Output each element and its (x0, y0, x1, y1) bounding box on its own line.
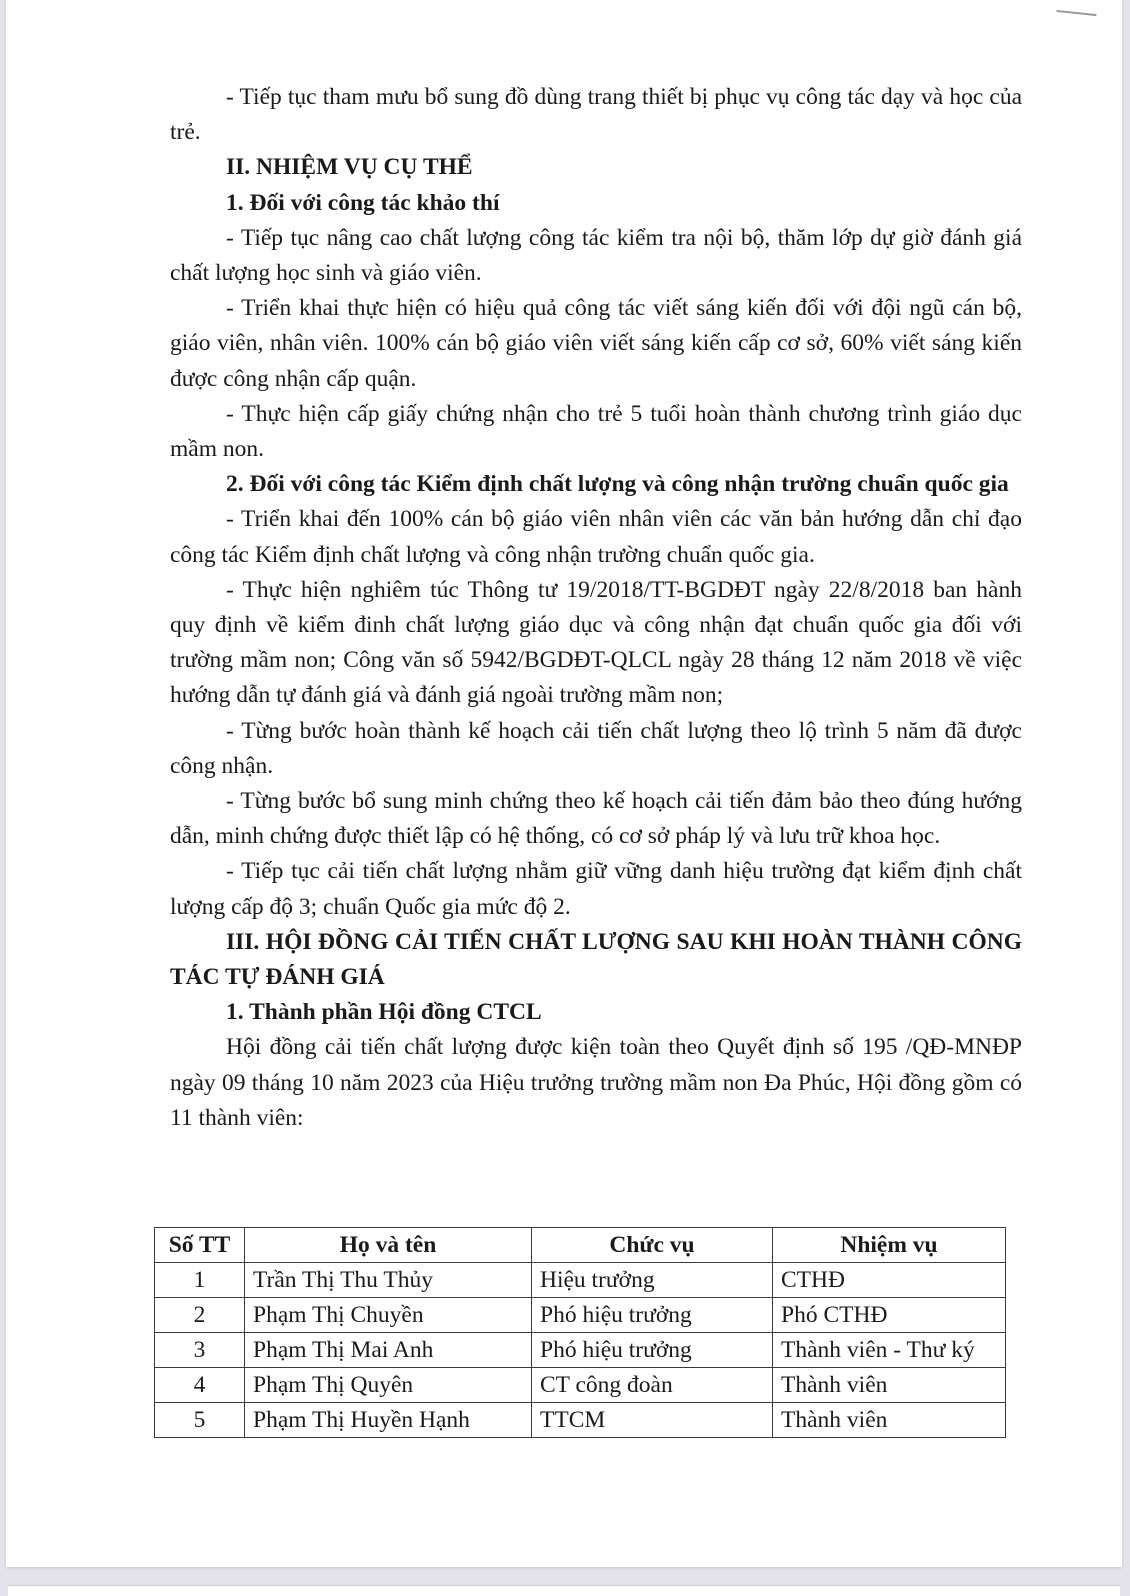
cell-position: TTCM (532, 1403, 773, 1438)
cell-position: Phó hiệu trưởng (532, 1333, 773, 1368)
cell-duty: Thành viên - Thư ký (773, 1333, 1006, 1368)
header-name: Họ và tên (245, 1228, 532, 1263)
heading-section-ii: II. NHIỆM VỤ CỤ THỂ (226, 154, 473, 181)
header-stt: Số TT (155, 1228, 245, 1263)
cell-stt: 2 (155, 1298, 245, 1333)
document-body (170, 80, 1022, 1136)
paragraph-certificates: - Thực hiện cấp giấy chứng nhận cho trẻ 5 tuổi hoàn thành chương trình giáo dục mầm non. (170, 400, 1022, 463)
cell-stt: 3 (155, 1333, 245, 1368)
cell-name: Trần Thị Thu Thủy (245, 1263, 532, 1298)
heading-section-iii: III. HỘI ĐỒNG CẢI TIẾN CHẤT LƯỢNG SAU KHI HOÀN THÀNH CÔNG TÁC TỰ ĐÁNH GIÁ (170, 928, 1022, 991)
council-members-table (154, 1227, 1006, 1438)
paragraph-supplement-equipment: - Tiếp tục tham mưu bổ sung đồ dùng trang thiết bị phục vụ công tác dạy và học của trẻ. (170, 84, 1022, 146)
cell-position: Hiệu trưởng (532, 1263, 773, 1298)
cell-duty: Thành viên (773, 1368, 1006, 1403)
cell-position: CT công đoàn (532, 1368, 773, 1403)
paragraph-internal-inspection: - Tiếp tục nâng cao chất lượng công tác kiểm tra nội bộ, thăm lớp dự giờ đánh giá chất lượng học sinh và giáo viên. (170, 224, 1022, 287)
cell-name: Phạm Thị Huyền Hạnh (245, 1403, 532, 1438)
paragraph-initiatives: - Triển khai thực hiện có hiệu quả công tác viết sáng kiến đối với đội ngũ cán bộ, giáo viên, nhân viên. 100% cán bộ giáo viên viết sáng kiến cấp cơ sở, 60% viết sáng kiến được công nhận cấp quận. (170, 295, 1022, 392)
cell-stt: 4 (155, 1368, 245, 1403)
cell-stt: 5 (155, 1403, 245, 1438)
cell-position: Phó hiệu trưởng (532, 1298, 773, 1333)
cell-name: Phạm Thị Mai Anh (245, 1333, 532, 1368)
cell-duty: CTHĐ (773, 1263, 1006, 1298)
header-duty: Nhiệm vụ (773, 1228, 1006, 1263)
table-row (155, 1403, 1006, 1438)
table-row (155, 1298, 1006, 1333)
cell-duty: Thành viên (773, 1403, 1006, 1438)
heading-exam-work: 1. Đối với công tác khảo thí (226, 189, 500, 216)
cell-name: Phạm Thị Chuyền (245, 1298, 532, 1333)
cell-stt: 1 (155, 1263, 245, 1298)
header-position: Chức vụ (532, 1228, 773, 1263)
cell-name: Phạm Thị Quyên (245, 1368, 532, 1403)
paragraph-evidence: - Từng bước bổ sung minh chứng theo kế hoạch cải tiến đảm bảo theo đúng hướng dẫn, minh chứng được thiết lập có hệ thống, có cơ sở pháp lý và lưu trữ khoa học. (170, 788, 1022, 850)
document-page (6, 0, 1122, 1567)
table-row (155, 1368, 1006, 1403)
table-row (155, 1333, 1006, 1368)
table-header-row (155, 1228, 1006, 1263)
next-page-edge (8, 1585, 1120, 1596)
heading-council-composition: 1. Thành phần Hội đồng CTCL (226, 999, 542, 1026)
paragraph-improvement-plan: - Từng bước hoàn thành kế hoạch cải tiến chất lượng theo lộ trình 5 năm đã được công nhận. (170, 717, 1022, 779)
paragraph-council-decision: Hội đồng cải tiến chất lượng được kiện toàn theo Quyết định số 195 /QĐ-MNĐP ngày 09 tháng 10 năm 2023 của Hiệu trưởng trường mầm non Đa Phúc, Hội đồng gồm có 11 thành viên: (170, 1034, 1022, 1131)
cell-duty: Phó CTHĐ (773, 1298, 1006, 1333)
paragraph-maintain-title: - Tiếp tục cải tiến chất lượng nhằm giữ vững danh hiệu trường đạt kiểm định chất lượng cấp độ 3; chuẩn Quốc gia mức độ 2. (170, 858, 1022, 920)
scan-pen-mark (1055, 10, 1096, 26)
heading-quality-accreditation: 2. Đối với công tác Kiểm định chất lượng và công nhận trường chuẩn quốc gia (226, 471, 1009, 498)
paragraph-deploy-guidelines: - Triển khai đến 100% cán bộ giáo viên nhân viên các văn bản hướng dẫn chỉ đạo công tác Kiểm định chất lượng và công nhận trường chuẩn quốc gia. (170, 506, 1022, 568)
paragraph-circular-19: - Thực hiện nghiêm túc Thông tư 19/2018/TT-BGDĐT ngày 22/8/2018 ban hành quy định về kiểm đinh chất lượng giáo dục và công nhận đạt chuẩn quốc gia đối với trường mầm non; Công văn số 5942/BGDĐT-QLCL ngày 28 tháng 12 năm 2018 về việc hướng dẫn tự đánh giá và đánh giá ngoài trường mầm non; (170, 576, 1022, 709)
table-row (155, 1263, 1006, 1298)
